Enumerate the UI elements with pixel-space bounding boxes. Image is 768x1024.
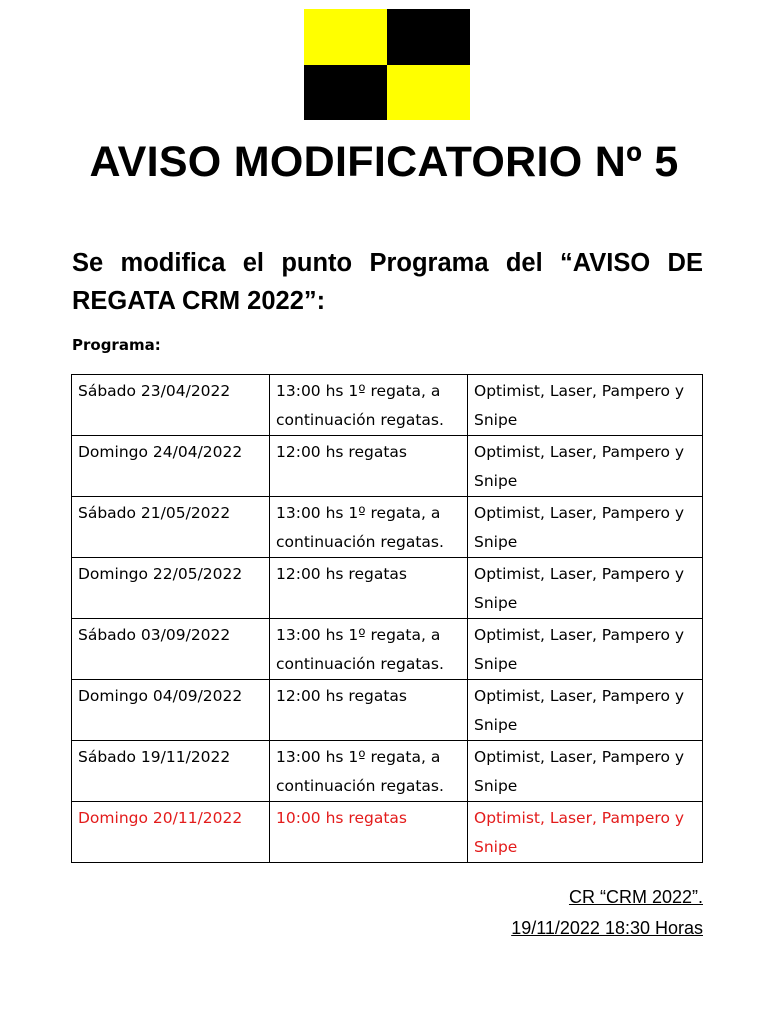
date-cell: Domingo 20/11/2022 bbox=[72, 802, 270, 863]
signature-block bbox=[511, 882, 703, 944]
flag-quadrant-bottom-left bbox=[304, 65, 387, 121]
time-cell: 12:00 hs regatas bbox=[270, 680, 468, 741]
date-cell: Domingo 24/04/2022 bbox=[72, 436, 270, 497]
date-cell: Sábado 23/04/2022 bbox=[72, 375, 270, 436]
classes-cell: Optimist, Laser, Pampero y Snipe bbox=[468, 619, 703, 680]
table-row bbox=[72, 802, 703, 863]
schedule-table-body bbox=[72, 375, 703, 863]
subtitle: Se modifica el punto Programa del “AVISO DE REGATA CRM 2022”: bbox=[72, 249, 703, 315]
date-cell: Domingo 04/09/2022 bbox=[72, 680, 270, 741]
schedule-table bbox=[71, 374, 703, 863]
classes-cell: Optimist, Laser, Pampero y Snipe bbox=[468, 680, 703, 741]
classes-cell: Optimist, Laser, Pampero y Snipe bbox=[468, 802, 703, 863]
time-cell: 12:00 hs regatas bbox=[270, 436, 468, 497]
classes-cell: Optimist, Laser, Pampero y Snipe bbox=[468, 741, 703, 802]
time-cell: 10:00 hs regatas bbox=[270, 802, 468, 863]
table-row bbox=[72, 375, 703, 436]
classes-cell: Optimist, Laser, Pampero y Snipe bbox=[468, 497, 703, 558]
classes-cell: Optimist, Laser, Pampero y Snipe bbox=[468, 436, 703, 497]
signal-flag-logo bbox=[304, 9, 470, 120]
table-row bbox=[72, 741, 703, 802]
flag-quadrant-top-right bbox=[387, 9, 470, 65]
classes-cell: Optimist, Laser, Pampero y Snipe bbox=[468, 375, 703, 436]
table-row bbox=[72, 436, 703, 497]
flag-quadrant-bottom-right bbox=[387, 65, 470, 121]
program-label: Programa: bbox=[72, 336, 161, 354]
date-cell: Sábado 03/09/2022 bbox=[72, 619, 270, 680]
date-cell: Sábado 21/05/2022 bbox=[72, 497, 270, 558]
classes-cell: Optimist, Laser, Pampero y Snipe bbox=[468, 558, 703, 619]
date-cell: Domingo 22/05/2022 bbox=[72, 558, 270, 619]
table-row bbox=[72, 680, 703, 741]
time-cell: 13:00 hs 1º regata, a continuación regatas. bbox=[270, 497, 468, 558]
time-cell: 13:00 hs 1º regata, a continuación regatas. bbox=[270, 741, 468, 802]
time-cell: 13:00 hs 1º regata, a continuación regatas. bbox=[270, 619, 468, 680]
footer-timestamp: 19/11/2022 18:30 Horas bbox=[511, 918, 703, 938]
date-cell: Sábado 19/11/2022 bbox=[72, 741, 270, 802]
page-title: AVISO MODIFICATORIO Nº 5 bbox=[89, 138, 679, 186]
flag-quadrant-top-left bbox=[304, 9, 387, 65]
time-cell: 13:00 hs 1º regata, a continuación regatas. bbox=[270, 375, 468, 436]
table-row bbox=[72, 497, 703, 558]
table-row bbox=[72, 619, 703, 680]
time-cell: 12:00 hs regatas bbox=[270, 558, 468, 619]
footer-committee: CR “CRM 2022”. bbox=[568, 887, 703, 907]
table-row bbox=[72, 558, 703, 619]
